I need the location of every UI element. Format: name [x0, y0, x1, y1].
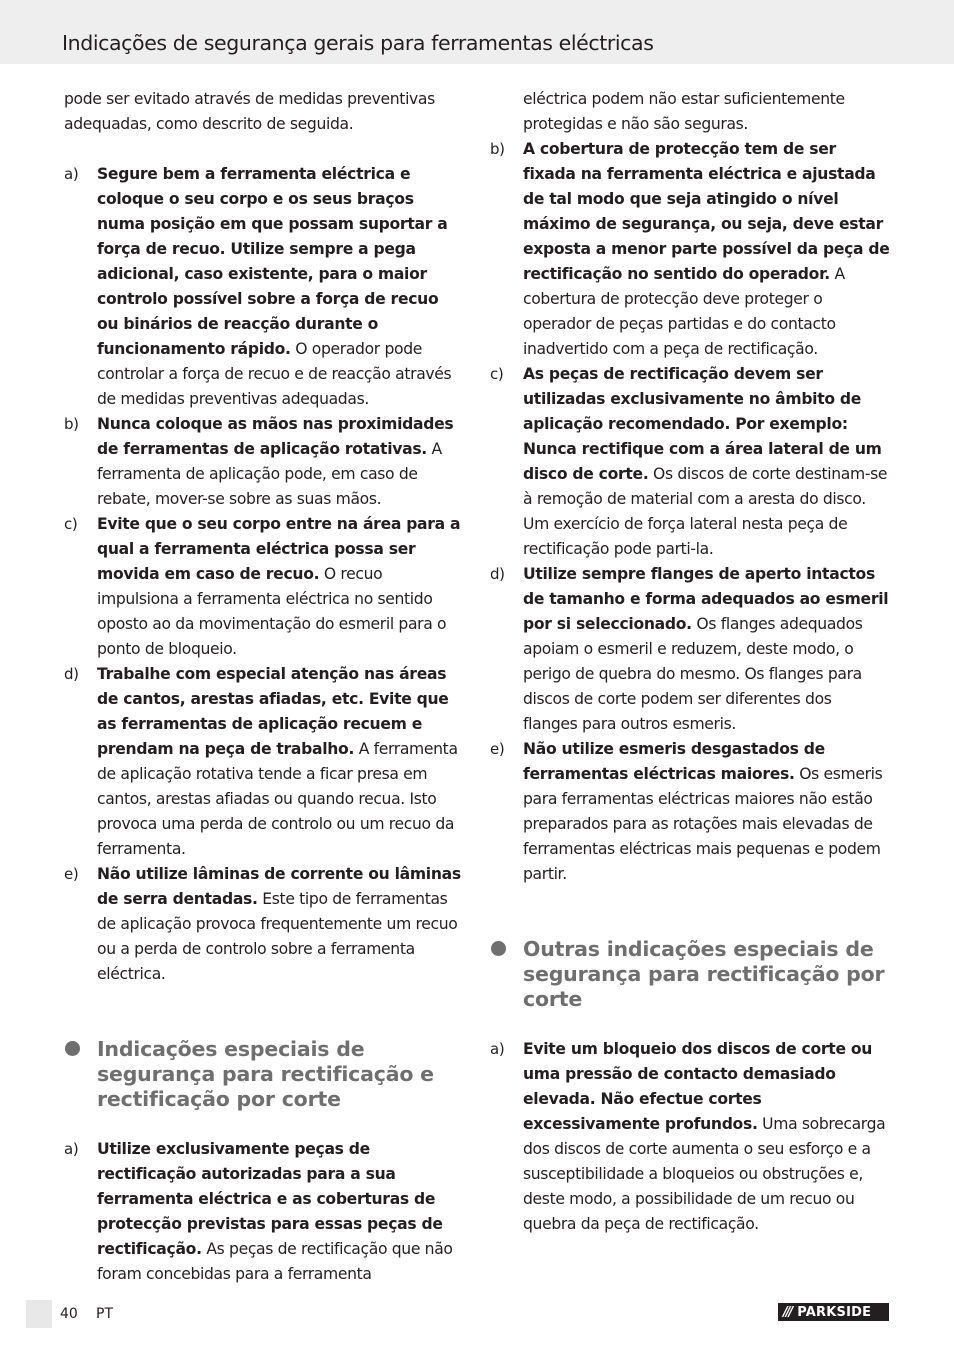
item-text: O recuo impulsiona a ferramenta eléctrica no sentido oposto ao da movimentação do esmeril para o ponto de bloqueio.: [97, 565, 447, 658]
item-text: Este tipo de ferramentas de aplicação provoca frequentemente um recuo ou a perda de controlo sobre a ferramenta eléctrica.: [97, 890, 458, 983]
list-item: [64, 412, 464, 512]
item-bold-text: Não utilize esmeris desgastados de ferramentas eléctricas maiores.: [523, 740, 825, 783]
bullet-icon: [490, 937, 523, 1012]
page-number: 40: [60, 1306, 78, 1322]
item-bold-text: Utilize sempre flanges de aperto intactos de tamanho e forma adequados ao esmeril por si seleccionado.: [523, 565, 889, 633]
item-bold-text: A cobertura de protecção tem de ser fixada na ferramenta eléctrica e ajustada de tal modo que seja atingido o nível máximo de segurança, ou seja, deve estar exposta a menor parte possível da peça de rectificação no sentido do operador.: [523, 140, 890, 283]
right-list-1: [490, 137, 890, 887]
left-column: [64, 87, 464, 1287]
item-text: Os discos de corte destinam-se à remoção de material com a aresta do disco. Um exercício de força lateral nesta peça de rectificação pode parti-la.: [523, 465, 888, 558]
footer-marker: [26, 1300, 52, 1328]
left-list-1: [64, 162, 464, 987]
item-body: [97, 862, 464, 987]
list-item: [490, 737, 890, 887]
item-label: b): [490, 140, 505, 158]
item-text: As peças de rectificação que não foram concebidas para a ferramenta: [97, 1240, 453, 1283]
item-label: e): [490, 740, 505, 758]
list-item: [490, 1037, 890, 1237]
logo-stripes-icon: ///: [783, 1304, 792, 1320]
item-bold-text: Segure bem a ferramenta eléctrica e coloque o seu corpo e os seus braços numa posição em que possam suportar a força de recuo. Utilize sempre a pega adicional, caso existente, para o maior controlo possível sobre a força de recuo ou binários de reacção durante o funcionamento rápido.: [97, 165, 448, 358]
item-bold-text: Evite que o seu corpo entre na área para a qual a ferramenta eléctrica possa ser movida em caso de recuo.: [97, 515, 461, 583]
item-label: c): [64, 515, 78, 533]
item-text: A ferramenta de aplicação rotativa tende a ficar presa em cantos, arestas afiadas ou quando recua. Isto provoca uma perda de controlo ou um recuo da ferramenta.: [97, 740, 458, 858]
item-text: O operador pode controlar a força de recuo e de reacção através de medidas preventivas adequadas.: [97, 340, 452, 408]
page-title: Indicações de segurança gerais para ferramentas eléctricas: [62, 31, 654, 55]
continuation-paragraph: eléctrica podem não estar suficientemente protegidas e não são seguras.: [523, 90, 845, 133]
item-label: d): [64, 665, 79, 683]
right-list-2: [490, 1037, 890, 1237]
logo-text: PARKSIDE: [797, 1304, 872, 1320]
item-label: a): [490, 1040, 505, 1058]
section-heading-text: Outras indicações especiais de segurança para rectificação por corte: [523, 937, 885, 1011]
item-body: [523, 1037, 890, 1237]
item-bold-text: Utilize exclusivamente peças de rectificação autorizadas para a sua ferramenta eléctrica e as coberturas de protecção previstas para essas peças de rectificação.: [97, 1140, 443, 1258]
item-label: c): [490, 365, 504, 383]
page-header: [0, 0, 954, 64]
item-bold-text: As peças de rectificação devem ser utilizadas exclusivamente no âmbito de aplicação recomendado. Por exemplo: Nunca rectifique com a área lateral de um disco de corte.: [523, 365, 882, 483]
left-list-2: [64, 1137, 464, 1287]
item-label: a): [64, 165, 79, 183]
item-label: d): [490, 565, 505, 583]
item-text: Uma sobrecarga dos discos de corte aumenta o seu esforço e a susceptibilidade a bloqueios ou obstruções e, deste modo, a possibilidade de um recuo ou quebra da peça de rectificação.: [523, 1115, 886, 1233]
item-body: [97, 662, 464, 862]
item-body: [97, 1137, 464, 1287]
section-heading-text: Indicações especiais de segurança para rectificação e rectificação por corte: [97, 1037, 434, 1111]
section-heading: [490, 937, 890, 1012]
item-body: [97, 162, 464, 412]
intro-paragraph: pode ser evitado através de medidas preventivas adequadas, como descrito de seguida.: [64, 90, 435, 133]
item-text: Os flanges adequados apoiam o esmeril e reduzem, deste modo, o perigo de quebra do mesmo. Os flanges para discos de corte podem ser diferentes dos flanges para outros esmeris.: [523, 615, 863, 733]
item-text: A ferramenta de aplicação pode, em caso de rebate, mover-se sobre as suas mãos.: [97, 440, 442, 508]
item-bold-text: Trabalhe com especial atenção nas áreas de cantos, arestas afiadas, etc. Evite que as ferramentas de aplicação recuem e prendam na peça de trabalho.: [97, 665, 449, 758]
list-item: [64, 1137, 464, 1287]
item-label: e): [64, 865, 79, 883]
bullet-icon: [64, 1037, 97, 1112]
item-body: [523, 362, 890, 562]
list-item: [64, 862, 464, 987]
item-label: b): [64, 415, 79, 433]
item-text: Os esmeris para ferramentas eléctricas maiores não estão preparados para as rotações mais elevadas de ferramentas eléctricas mais pequenas e podem partir.: [523, 765, 883, 883]
section-heading: [64, 1037, 464, 1112]
item-body: [97, 412, 464, 512]
list-item: [64, 162, 464, 412]
list-item: [64, 662, 464, 862]
list-item: [490, 137, 890, 362]
list-item: [64, 512, 464, 662]
item-body: [523, 737, 890, 887]
item-body: [523, 137, 890, 362]
item-label: a): [64, 1140, 79, 1158]
item-bold-text: Nunca coloque as mãos nas proximidades de ferramentas de aplicação rotativas.: [97, 415, 454, 458]
list-item: [490, 562, 890, 737]
item-bold-text: Não utilize lâminas de corrente ou lâminas de serra dentadas.: [97, 865, 461, 908]
right-column: [490, 87, 890, 1237]
parkside-logo: [778, 1303, 889, 1321]
item-text: A cobertura de protecção deve proteger o operador de peças partidas e do contacto inadvertido com a peça de rectificação.: [523, 265, 845, 358]
item-body: [97, 512, 464, 662]
page-language: PT: [96, 1306, 113, 1322]
list-item: [490, 362, 890, 562]
item-bold-text: Evite um bloqueio dos discos de corte ou uma pressão de contacto demasiado elevada. Não efectue cortes excessivamente profundos.: [523, 1040, 873, 1133]
item-body: [523, 562, 890, 737]
